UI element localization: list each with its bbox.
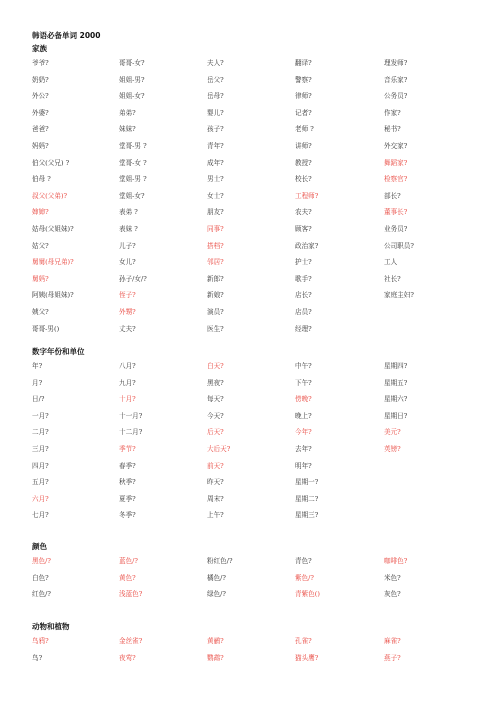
vocab-word: 阿姨(母姐妹)?: [32, 291, 74, 300]
vocab-word: 秘书?: [384, 125, 401, 134]
vocab-row: [32, 441, 472, 458]
vocab-word: 二月?: [32, 428, 49, 437]
vocab-word: 医生?: [207, 324, 224, 333]
vocab-word: 表妹 ?: [119, 224, 138, 233]
vocab-row: [32, 254, 472, 271]
vocab-word: 英镑?: [384, 444, 401, 453]
vocab-word: 外甥?: [119, 307, 136, 316]
vocab-word: 女士?: [207, 191, 224, 200]
vocab-word: 黄色?: [119, 573, 136, 582]
vocab-row: [32, 633, 472, 650]
vocab-row: [32, 321, 472, 338]
vocab-word: 弟弟?: [119, 108, 136, 117]
vocab-word: 黄鹂?: [207, 637, 224, 645]
vocab-word: 叔父(父弟)?: [32, 191, 68, 200]
vocab-row: [32, 491, 472, 508]
vocab-word: 女儿?: [119, 258, 136, 267]
vocab-row: [32, 121, 472, 138]
vocab-word: 作家?: [384, 108, 401, 117]
vocab-word: 业务员?: [384, 224, 408, 233]
section: [32, 43, 472, 337]
vocab-word: 星期一?: [295, 478, 319, 487]
vocab-word: 歌手?: [295, 274, 312, 283]
vocab-word: 讲师?: [295, 141, 312, 150]
vocab-word: 公务员?: [384, 92, 408, 101]
vocab-word: 十月?: [119, 395, 136, 404]
vocab-word: 舅舅(母兄弟)?: [32, 258, 74, 267]
vocab-word: 季节?: [119, 444, 136, 453]
vocab-row: [32, 171, 472, 188]
vocab-word: 奶奶?: [32, 75, 49, 84]
vocab-word: [384, 321, 472, 338]
vocab-word: 绿色/?: [207, 590, 226, 599]
vocab-word: 猫头鹰?: [295, 653, 319, 662]
vocab-word: 美元?: [384, 428, 401, 437]
vocab-row: [32, 271, 472, 288]
vocab-row: [32, 424, 472, 441]
vocab-word: 舞蹈家?: [384, 158, 408, 167]
vocab-word: 青紫色(): [295, 590, 320, 599]
vocab-word: 律师?: [295, 92, 312, 101]
vocab-word: 妈妈?: [32, 141, 49, 150]
vocab-word: 董事长?: [384, 208, 408, 217]
vocab-word: 燕子?: [384, 653, 401, 662]
vocab-row: [32, 458, 472, 475]
vocab-word: 新郎?: [207, 274, 224, 283]
vocab-row: [32, 221, 472, 238]
vocab-word: 八月?: [119, 362, 136, 370]
vocab-word: 鹦鹉?: [207, 653, 224, 662]
vocab-word: 昨天?: [207, 478, 224, 487]
vocab-word: 年?: [32, 362, 43, 370]
vocab-word: 月?: [32, 378, 43, 387]
vocab-word: 家庭主妇?: [384, 291, 414, 300]
vocab-word: 外交家?: [384, 141, 408, 150]
vocab-word: 每天?: [207, 395, 224, 404]
vocab-word: 邻居?: [207, 258, 224, 267]
vocab-word: 姑父?: [32, 241, 49, 250]
vocab-word: 白天?: [207, 362, 224, 370]
vocab-row: [32, 138, 472, 155]
vocab-row: [32, 358, 472, 375]
vocab-word: 警察?: [295, 75, 312, 84]
vocab-row: [32, 304, 472, 321]
vocab-row: [32, 650, 472, 667]
vocab-word: 爸爸?: [32, 125, 49, 134]
vocab-row: [32, 155, 472, 172]
vocab-word: 孔雀?: [295, 637, 312, 645]
vocab-word: 上午?: [207, 511, 224, 520]
vocab-word: 星期三?: [295, 511, 319, 520]
vocab-word: 哥哥-女?: [119, 59, 145, 67]
vocab-word: 成年?: [207, 158, 224, 167]
vocab-word: 青色?: [295, 557, 312, 565]
vocab-word: 夜莺?: [119, 653, 136, 662]
vocab-word: 同事?: [207, 224, 224, 233]
section-heading: 数字年份和单位: [32, 347, 85, 356]
vocab-row: [32, 474, 472, 491]
vocab-word: 社长?: [384, 274, 401, 283]
vocab-word: 堂姐-女?: [119, 191, 145, 200]
vocab-word: 岳母?: [207, 92, 224, 101]
vocab-word: 日/?: [32, 395, 45, 404]
vocab-word: 堂哥-女 ?: [119, 158, 147, 167]
vocab-word: 丈夫?: [119, 324, 136, 333]
vocab-word: 部长?: [384, 191, 401, 200]
vocab-word: 老师 ?: [295, 125, 314, 134]
vocab-word: 堂哥-男 ?: [119, 141, 147, 150]
vocab-word: 经理?: [295, 324, 312, 333]
vocab-word: 米色?: [384, 573, 401, 582]
vocab-word: 紫色/?: [295, 573, 314, 582]
document-title: 韩语必备单词 2000: [32, 31, 101, 40]
vocab-word: 教授?: [295, 158, 312, 167]
vocab-word: 鸟鸦?: [32, 637, 49, 645]
vocab-word: 姑母(父姐妹)?: [32, 224, 74, 233]
vocab-word: 十二月?: [119, 428, 143, 437]
vocab-word: 舅妈?: [32, 274, 49, 283]
vocab-word: 粉红色/?: [207, 557, 233, 565]
vocab-word: 一月?: [32, 411, 49, 420]
vocab-word: 黑夜?: [207, 378, 224, 387]
vocab-row: [32, 105, 472, 122]
vocab-word: 大后天?: [207, 444, 231, 453]
vocab-word: 搭档?: [207, 241, 224, 250]
vocab-word: 后天?: [207, 428, 224, 437]
vocab-word: 冬季?: [119, 511, 136, 520]
vocab-word: 公司职员?: [384, 241, 414, 250]
vocab-word: 婶婶?: [32, 208, 49, 217]
vocab-word: 星期日?: [384, 411, 408, 420]
vocab-word: 夫人?: [207, 59, 224, 67]
vocab-row: [32, 287, 472, 304]
vocab-word: 红色/?: [32, 590, 51, 599]
vocab-word: 男士?: [207, 175, 224, 184]
section-heading: 动物和植物: [32, 622, 70, 631]
vocab-word: 三月?: [32, 444, 49, 453]
vocab-word: 鸟?: [32, 653, 43, 662]
vocab-word: 校长?: [295, 175, 312, 184]
vocab-word: 麻雀?: [384, 637, 401, 645]
vocab-word: 堂姐-男 ?: [119, 175, 147, 184]
vocab-word: 店长?: [295, 291, 312, 300]
vocab-word: 黑色/?: [32, 557, 51, 565]
vocab-word: 外公?: [32, 92, 49, 101]
vocab-word: 灰色?: [384, 590, 401, 599]
vocab-word: 四月?: [32, 461, 49, 470]
vocab-word: 白色?: [32, 573, 49, 582]
vocab-word: 明年?: [295, 461, 312, 470]
vocab-row: [32, 204, 472, 221]
vocab-word: 哥哥-男(): [32, 324, 60, 333]
vocab-word: 新娘?: [207, 291, 224, 300]
vocab-word: 记者?: [295, 108, 312, 117]
vocab-word: 演员?: [207, 307, 224, 316]
vocab-word: 姨父?: [32, 307, 49, 316]
vocab-word: 秋季?: [119, 478, 136, 487]
vocab-word: 护士?: [295, 258, 312, 267]
vocab-word: 检察官?: [384, 175, 408, 184]
vocab-word: 五月?: [32, 478, 49, 487]
vocab-word: 夏季?: [119, 494, 136, 503]
vocab-row: [32, 391, 472, 408]
vocab-word: 七月?: [32, 511, 49, 520]
vocab-word: 伯父(父兄) ?: [32, 158, 70, 167]
vocab-row: [32, 507, 472, 524]
vocab-word: 婴儿?: [207, 108, 224, 117]
vocab-word: 侄子?: [119, 291, 136, 300]
vocab-word: [384, 474, 472, 491]
vocab-row: [32, 55, 472, 72]
vocab-word: 孩子?: [207, 125, 224, 134]
vocab-word: [384, 491, 472, 508]
vocab-row: [32, 570, 472, 587]
vocab-row: [32, 408, 472, 425]
vocab-word: 星期五?: [384, 378, 408, 387]
vocab-word: 十一月?: [119, 411, 143, 420]
vocab-word: 傍晚?: [295, 395, 312, 404]
vocab-word: 今天?: [207, 411, 224, 420]
vocab-row: [32, 188, 472, 205]
vocab-word: 顾客?: [295, 224, 312, 233]
vocab-word: 政治家?: [295, 241, 319, 250]
vocab-word: 爷爷?: [32, 59, 49, 67]
vocab-word: 金丝雀?: [119, 637, 143, 645]
vocab-row: [32, 88, 472, 105]
vocab-word: 下午?: [295, 378, 312, 387]
vocab-word: 前天?: [207, 461, 224, 470]
vocab-word: 姐姐-男?: [119, 75, 145, 84]
vocab-word: 岳父?: [207, 75, 224, 84]
vocab-word: 工人: [384, 258, 398, 267]
vocab-word: 青年?: [207, 141, 224, 150]
vocab-row: [32, 72, 472, 89]
section: [32, 346, 472, 524]
vocab-word: 六月?: [32, 494, 49, 503]
vocab-row: [32, 375, 472, 392]
section-heading: 颜色: [32, 542, 47, 551]
vocab-word: [384, 507, 472, 524]
section: [32, 541, 472, 603]
vocab-word: 橘色/?: [207, 573, 226, 582]
vocab-word: 星期四?: [384, 362, 408, 370]
vocab-word: 店员?: [295, 307, 312, 316]
vocab-word: 咖啡色?: [384, 557, 408, 565]
section: [32, 621, 472, 666]
vocab-word: 浅蓝色?: [119, 590, 143, 599]
vocab-word: 蓝色/?: [119, 557, 138, 565]
vocab-word: 农夫?: [295, 208, 312, 217]
vocab-word: 去年?: [295, 444, 312, 453]
vocab-word: 中午?: [295, 362, 312, 370]
vocab-word: 九月?: [119, 378, 136, 387]
vocab-row: [32, 238, 472, 255]
vocab-word: 朋友?: [207, 208, 224, 217]
vocab-word: 表弟 ?: [119, 208, 138, 217]
vocab-word: 星期六?: [384, 395, 408, 404]
vocab-word: 星期二?: [295, 494, 319, 503]
vocab-word: 翻译?: [295, 59, 312, 67]
vocab-word: 春季?: [119, 461, 136, 470]
vocab-word: 伯母 ?: [32, 175, 51, 184]
vocab-word: 妹妹?: [119, 125, 136, 134]
vocab-word: 儿子?: [119, 241, 136, 250]
vocab-word: 工程师?: [295, 191, 319, 200]
vocab-word: 外婆?: [32, 108, 49, 117]
vocab-word: 理发师?: [384, 59, 408, 67]
vocab-word: 周末?: [207, 494, 224, 503]
vocab-word: [384, 304, 472, 321]
section-heading: 家族: [32, 44, 47, 53]
vocab-word: 今年?: [295, 428, 312, 437]
vocab-word: [384, 458, 472, 475]
vocab-word: 晚上?: [295, 411, 312, 420]
vocab-row: [32, 586, 472, 603]
vocab-word: 音乐家?: [384, 75, 408, 84]
vocab-row: [32, 553, 472, 570]
vocab-word: 姐姐-女?: [119, 92, 145, 101]
vocab-word: 孙子/女/?: [119, 274, 147, 283]
